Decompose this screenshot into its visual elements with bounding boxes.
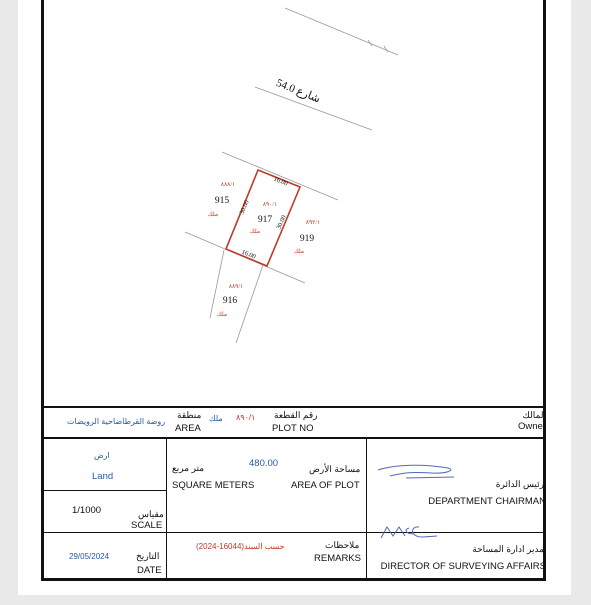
land-label-en: Land <box>92 471 114 482</box>
director-label-en: DIRECTOR OF SURVEYING AFFAIRS <box>380 561 546 572</box>
remarks-value: حسب السند(16044-2024) <box>196 542 285 551</box>
plot-917-number: 917 <box>257 215 273 225</box>
area-of-plot-ar: مساحة الأرض <box>309 464 361 474</box>
owner-label-en: Owner <box>518 421 546 432</box>
square-meters-ar: متر مربع <box>172 463 205 473</box>
scale-label-en: SCALE <box>131 520 163 531</box>
date-label-en: DATE <box>137 565 162 576</box>
land-label-ar: ارض <box>94 451 110 460</box>
area-of-plot-value: 480.00 <box>249 458 279 469</box>
director-signature <box>379 522 441 544</box>
plot-917-type: ملك <box>249 229 261 235</box>
plot-boundary-line <box>210 250 224 318</box>
director-label-ar: مدير ادارة المساحة <box>472 544 544 554</box>
plot-919-code: ٨٩٢/١ <box>305 220 321 226</box>
date-label-ar: التاريخ <box>136 551 160 561</box>
plot-no-label-en: PLOT NO <box>272 423 314 434</box>
area-value: روضة القرطاضاحية الرويضات <box>67 417 166 426</box>
remarks-label-en: REMARKS <box>314 553 361 564</box>
square-meters-en: SQUARE METERS <box>172 480 255 491</box>
scale-value: 1/1000 <box>72 505 102 516</box>
plot-no-label-ar: رقم القطعة <box>274 410 318 420</box>
info-table <box>41 406 546 581</box>
department-chairman-ar: رئيس الدائرة <box>495 479 544 489</box>
dim-bottom: 16.00 <box>240 248 257 261</box>
dim-right: 30.00 <box>275 214 288 231</box>
plot-915-code: ٨٨٨/١ <box>220 182 236 188</box>
area-label-ar: منطقة <box>177 410 202 420</box>
plot-no-value: ٨٩٠/١ <box>236 413 256 422</box>
street-label: شارع 54.0 <box>274 76 322 106</box>
street-edge-top <box>285 8 398 55</box>
plot-919-type: ملك <box>293 249 305 255</box>
plot-915-type: ملك <box>207 212 219 218</box>
dim-left: 30.00 <box>238 199 251 216</box>
area-of-plot-en: AREA OF PLOT <box>291 480 360 491</box>
chairman-signature <box>376 460 466 482</box>
plot-boundary-line <box>222 152 338 200</box>
owner-label-ar: المالك <box>522 410 546 420</box>
plot-916-type: ملك <box>216 312 228 318</box>
plot-916-code: ٨٨٩/١ <box>228 284 244 290</box>
remarks-label-ar: ملاحظات <box>325 540 360 550</box>
plot-boundary-line <box>236 265 263 343</box>
plot-916-number: 916 <box>222 296 238 306</box>
department-chairman-en: DEPARTMENT CHAIRMAN <box>428 496 546 507</box>
plot-917-code: ٨٩٠/١ <box>262 202 278 208</box>
date-value: 29/05/2024 <box>69 552 110 561</box>
plot-no-type: ملك <box>209 414 223 423</box>
plot-915-number: 915 <box>214 196 230 206</box>
plot-919-number: 919 <box>299 234 315 244</box>
scale-label-ar: مقياس <box>138 509 164 519</box>
dim-top: 16.00 <box>272 175 289 188</box>
area-label-en: AREA <box>175 423 201 434</box>
